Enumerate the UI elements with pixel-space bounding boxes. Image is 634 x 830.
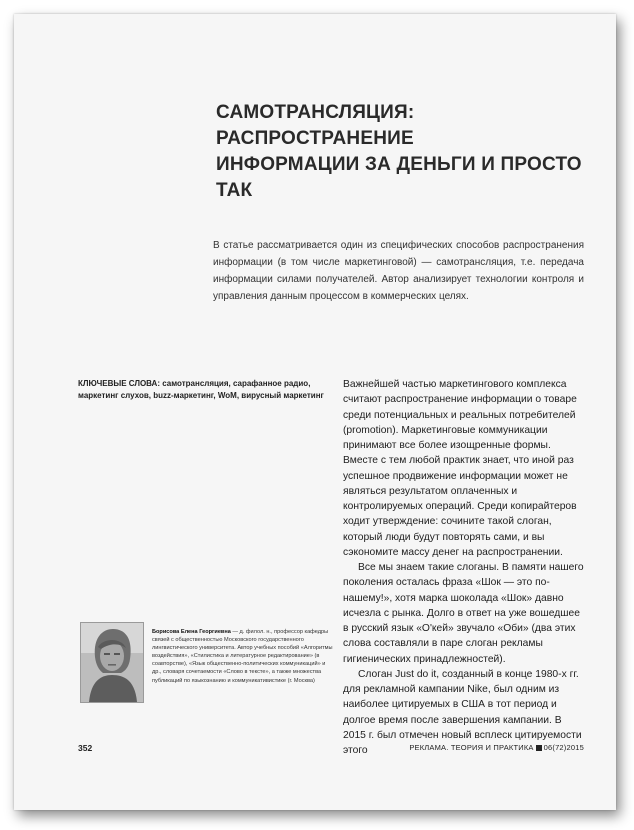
article-title-line-2: ИНФОРМАЦИИ ЗА ДЕНЬГИ И ПРОСТО ТАК	[216, 154, 582, 201]
keywords-label: КЛЮЧЕВЫЕ СЛОВА:	[78, 379, 160, 388]
article-abstract: В статье рассматривается один из специфических способов распространения информации (в том числе маркетинговой) — самотрансляция, т.е. передача информации силами получателей. Автор анализирует технологии контроля и управления данным процессом в коммерческих целях.	[213, 240, 584, 302]
body-paragraph-2: Все мы знаем такие слоганы. В памяти нашего поколения осталась фраза «Шок — это по-нашему!», хотя марка шоколада «Шок» давно исчезла с рынка. Долго в ответ на уже вошедшее в русский язык «О'кей» звучало «Оби» (два этих слова составляли в паре слоган рекламы гигиенических принадлежностей).	[343, 562, 584, 665]
keywords-block	[78, 378, 328, 402]
journal-issue: 06(72)2015	[543, 743, 584, 752]
article-title-line-1: САМОТРАНСЛЯЦИЯ: РАСПРОСТРАНЕНИЕ	[216, 102, 415, 149]
square-bullet-icon	[536, 745, 542, 751]
body-paragraph-3: Слоган Just do it, созданный в конце 1980-х гг. для рекламной кампании Nike, был одним из наиболее цитируемых в США в тот период и долгое время после завершения кампании. В 2015 г. был отмечен новый всплеск цитируемости этого	[343, 668, 582, 756]
author-bio	[152, 628, 334, 685]
article-title	[216, 100, 616, 204]
body-paragraph-1: Важнейшей частью маркетингового комплекса считают распространение информации о товаре среди потенциальных и реальных потребителей (promotion). Маркетинговые коммуникации принимают все более изощренные формы. Вместе с тем любой практик знает, что иной раз успешное продвижение информации может не являться результатом оплаченных и контролируемых операций. Среди копирайтеров ходит утверждение: сочините такой слоган, который люди будут повторять сами, и вы сэкономите массу денег на распространении.	[343, 379, 577, 558]
author-description: — д. филол. н., профессор кафедры связей с общественностью Московского государственного лингвистического университета. Автор учебных пособий «Алгоритмы воздействия», «Стилистика и литературное редактирование» (в соавторстве), «Язык общественно-политических коммуникаций» и др., словаря сочетаемости «Слово в тексте», а также множества публикаций по языкознанию и коммуникативистике (г. Москва)	[152, 629, 333, 684]
article-body	[343, 377, 586, 758]
author-photo	[80, 622, 144, 703]
keywords-list: самотрансляция, сарафанное радио, маркетинг слухов, buzz-маркетинг, WoM, вирусный маркетинг	[78, 379, 324, 400]
journal-name: РЕКЛАМА. ТЕОРИЯ И ПРАКТИКА	[409, 743, 534, 752]
journal-page	[14, 14, 616, 810]
journal-footer	[409, 743, 584, 752]
author-name: Борисова Елена Георгиевна	[152, 629, 231, 635]
page-number: 352	[78, 743, 93, 753]
